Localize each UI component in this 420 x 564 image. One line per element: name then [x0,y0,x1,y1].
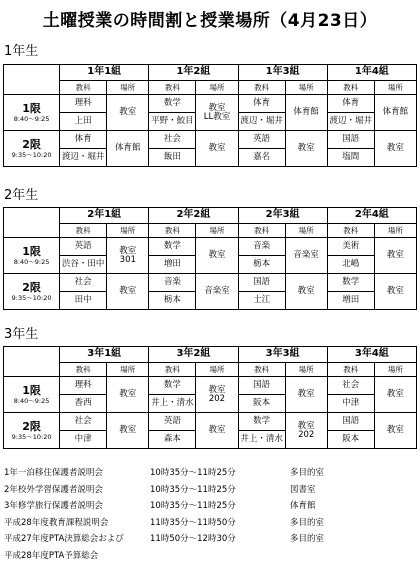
period-row [4,95,417,113]
place-label: 場所 [196,224,238,238]
class-name: 1年3組 [238,65,327,81]
place-cell: 教室 [374,131,416,167]
corner-cell [4,347,60,377]
column-label-row [4,81,417,95]
period-label: 2限 [22,280,41,294]
meeting-time: 11時50分〜12時30分 [150,534,236,544]
place-cell: 教室 [374,377,416,413]
teacher-cell: 増田 [149,256,196,274]
teacher-cell: 森本 [149,431,196,449]
meeting-time: 10時35分〜11時25分 [150,468,236,478]
place-cell: 教室 [107,95,149,131]
place-label: 場所 [285,363,327,377]
subject-label: 教科 [149,363,196,377]
teacher-cell: 士江 [238,292,285,310]
period-label: 2限 [22,137,41,151]
meeting-time: 10時35分〜11時25分 [150,501,236,511]
period-label: 1限 [22,383,41,397]
subject-label: 教科 [149,81,196,95]
class-header-row [4,208,417,224]
meeting-time [150,548,290,564]
grade-heading: 2年生 [4,188,39,203]
class-header-row [4,347,417,363]
subject-label: 教科 [60,224,107,238]
period-label: 1限 [22,244,41,258]
class-name: 3年2組 [149,347,238,363]
class-name: 1年4組 [327,65,416,81]
subject-label: 教科 [238,363,285,377]
subject-label: 教科 [327,224,374,238]
subject-cell: 数学 [327,274,374,292]
timetable-grade-2 [3,207,417,310]
place-cell: 音楽室 [196,274,238,310]
teacher-cell: 阪本 [238,395,285,413]
place-cell: 教室 [107,377,149,413]
place-label: 場所 [285,81,327,95]
teacher-cell: 渡辺・堀井 [60,149,107,167]
teacher-cell: 嘉名 [238,149,285,167]
subject-cell: 英語 [238,131,285,149]
meeting-place: 体育館 [290,501,316,511]
period-cell [4,274,60,310]
meeting-place: 多目的室 [290,517,325,528]
period-label: 1限 [22,101,41,115]
class-name: 2年2組 [149,208,238,224]
meeting-name: 1年一泊移住保護者説明会 [4,468,103,478]
subject-label: 教科 [327,363,374,377]
teacher-cell: 中津 [327,395,374,413]
period-time: 8:40〜9:25 [13,397,50,406]
period-row [4,413,417,431]
period-cell [4,131,60,167]
period-row [4,131,417,149]
meeting-name: 平成28年度PTA予算総会 [4,550,99,561]
subject-label: 教科 [327,81,374,95]
place-cell: 教室 [374,413,416,449]
subject-label: 教科 [149,224,196,238]
period-row [4,274,417,292]
class-name: 1年1組 [60,65,149,81]
place-cell: 教室 [196,238,238,274]
place-cell: 教室 [107,274,149,310]
subject-cell: 国語 [238,274,285,292]
period-time: 9:35〜10:20 [11,433,52,442]
period-row [4,377,417,395]
column-label-row [4,224,417,238]
place-cell: 音楽室 [285,238,327,274]
teacher-cell: 渡辺・堀井 [238,113,285,131]
period-cell [4,413,60,449]
subject-label: 教科 [238,224,285,238]
subject-cell: 音楽 [238,238,285,256]
meeting-name: 平成28年度教育課程説明会 [4,517,109,528]
column-label-row [4,363,417,377]
place-cell: 体育館 [107,131,149,167]
place-cell: 教室 [285,377,327,413]
subject-cell: 数学 [238,413,285,431]
teacher-cell: 渋谷・田中 [60,256,107,274]
place-cell: 教室 [196,131,238,167]
subject-cell: 国語 [238,377,285,395]
subject-cell: 理科 [60,377,107,395]
teacher-cell: 阪本 [327,431,374,449]
class-header-row [4,65,417,81]
class-name: 2年3組 [238,208,327,224]
subject-cell: 美術 [327,238,374,256]
meeting-row [4,531,414,548]
place-label: 場所 [107,224,149,238]
teacher-cell: 香西 [60,395,107,413]
page-title: 土曜授業の時間割と授業場所（4月23日） [42,11,378,31]
place-cell: 教室 [374,274,416,310]
meeting-row [4,498,414,515]
subject-cell: 理科 [60,95,107,113]
period-cell [4,377,60,413]
subject-cell: 数学 [149,238,196,256]
subject-cell: 音楽 [149,274,196,292]
period-cell [4,95,60,131]
place-cell: 教室 [196,413,238,449]
period-cell [4,238,60,274]
subject-cell: 社会 [60,274,107,292]
period-row [4,238,417,256]
place-cell: 教室 [107,413,149,449]
grade-heading: 3年生 [4,327,39,342]
teacher-cell: 井上・清水 [149,395,196,413]
subject-cell: 数学 [149,95,196,113]
meeting-name: 平成27年度PTA決算総会および [4,534,124,544]
teacher-cell: 塩間 [327,149,374,167]
corner-cell [4,208,60,238]
place-label: 場所 [196,81,238,95]
place-label: 場所 [374,81,416,95]
class-name: 3年4組 [327,347,416,363]
teacher-cell: 北嶋 [327,256,374,274]
period-time: 9:35〜10:20 [11,151,52,160]
place-cell: 教室 [285,131,327,167]
place-cell: 体育館 [374,95,416,131]
subject-cell: 数学 [149,377,196,395]
place-label: 場所 [107,363,149,377]
place-label: 場所 [196,363,238,377]
subject-cell: 社会 [149,131,196,149]
timetable-grade-3 [3,346,417,449]
teacher-cell: 栃本 [149,292,196,310]
meeting-time: 11時35分〜11時50分 [150,517,236,528]
teacher-cell: 栃本 [238,256,285,274]
subject-cell: 体育 [238,95,285,113]
place-cell: 教室 [374,238,416,274]
class-name: 2年1組 [60,208,149,224]
class-name: 2年4組 [327,208,416,224]
teacher-cell: 平野・鮫目 [149,113,196,131]
meeting-name: 2年校外学習保護者説明会 [4,484,103,495]
timetable-grade-1 [3,64,417,167]
meeting-place [290,548,400,564]
teacher-cell: 増田 [327,292,374,310]
place-cell: 教室 202 [285,413,327,449]
subject-label: 教科 [60,363,107,377]
class-name: 1年2組 [149,65,238,81]
period-time: 9:35〜10:20 [11,294,52,303]
grade-heading: 1年生 [4,44,39,59]
class-name: 3年1組 [60,347,149,363]
meeting-row [4,548,414,564]
subject-cell: 社会 [60,413,107,431]
subject-label: 教科 [238,81,285,95]
place-label: 場所 [374,363,416,377]
place-cell: 体育館 [285,95,327,131]
subject-cell: 社会 [327,377,374,395]
meeting-row [4,515,414,532]
subject-cell: 国語 [327,131,374,149]
corner-cell [4,65,60,95]
meeting-place: 図書室 [290,484,316,495]
meeting-row [4,465,414,482]
meeting-name: 3年修学旅行保護者説明会 [4,501,103,511]
subject-cell: 体育 [60,131,107,149]
period-time: 8:40〜9:25 [13,115,50,124]
period-time: 8:40〜9:25 [13,258,50,267]
meeting-place: 多目的室 [290,534,325,544]
place-label: 場所 [107,81,149,95]
period-label: 2限 [22,419,41,433]
subject-cell: 体育 [327,95,374,113]
class-name: 3年3組 [238,347,327,363]
place-cell: 教室 LL教室 [196,95,238,131]
place-cell: 教室 202 [196,377,238,413]
meeting-list [4,465,414,564]
subject-label: 教科 [60,81,107,95]
teacher-cell: 上田 [60,113,107,131]
teacher-cell: 井上・清水 [238,431,285,449]
subject-cell: 英語 [149,413,196,431]
subject-cell: 英語 [60,238,107,256]
meeting-time: 10時35分〜11時25分 [150,484,236,495]
place-label: 場所 [285,224,327,238]
meeting-place: 多目的室 [290,468,325,478]
meeting-row [4,482,414,499]
place-cell: 教室 301 [107,238,149,274]
teacher-cell: 飯田 [149,149,196,167]
teacher-cell: 田中 [60,292,107,310]
place-cell: 教室 [285,274,327,310]
teacher-cell: 中津 [60,431,107,449]
teacher-cell: 渡辺・堀井 [327,113,374,131]
place-label: 場所 [374,224,416,238]
subject-cell: 国語 [327,413,374,431]
